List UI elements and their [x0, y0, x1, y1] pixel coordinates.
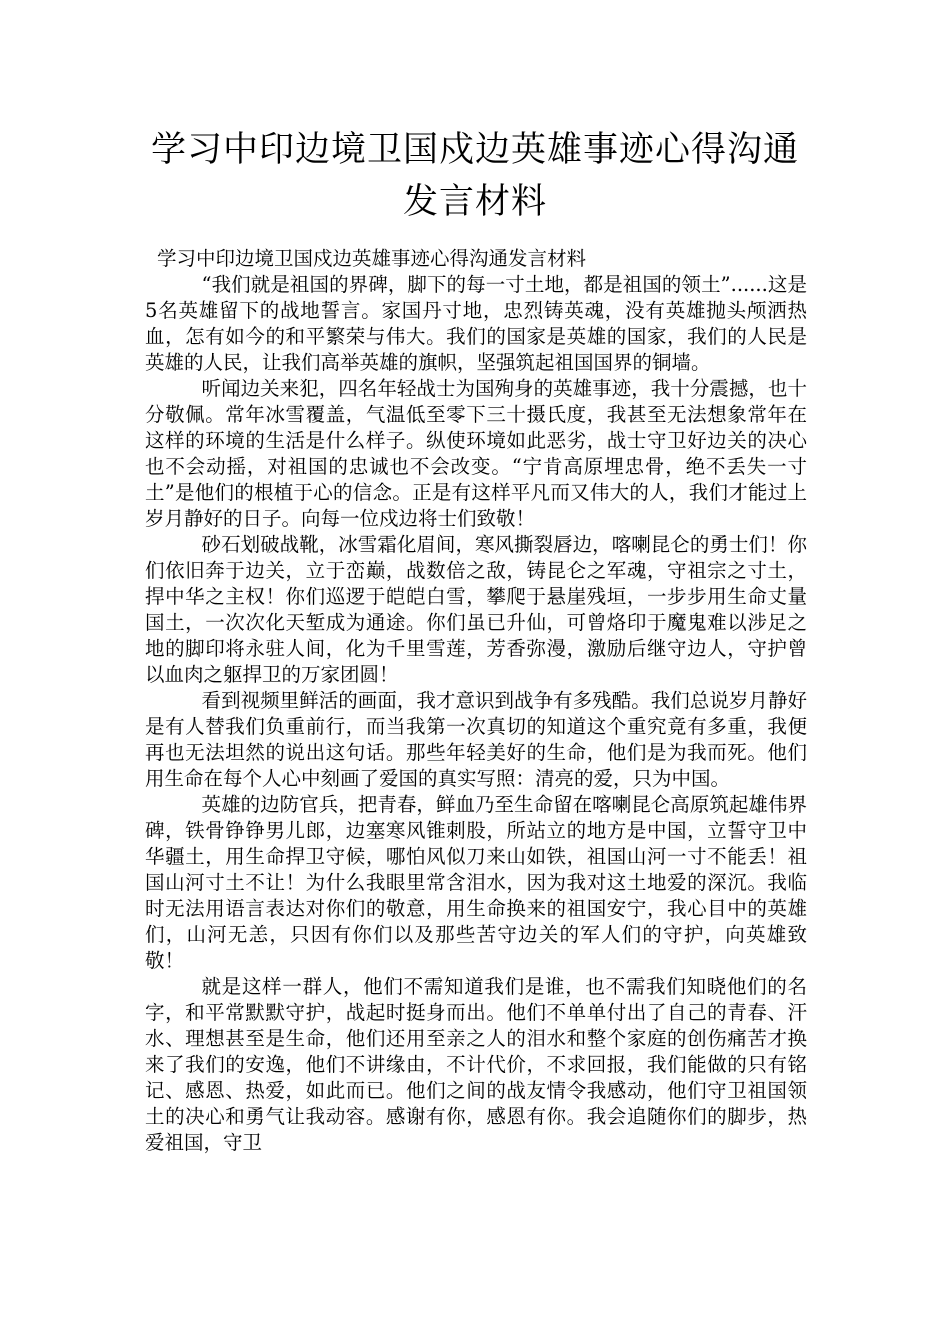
document-subtitle: 学习中印边境卫国戍边英雄事迹心得沟通发言材料: [157, 247, 587, 270]
paragraph: 就是这样一群人，他们不需知道我们是谁，也不需我们知晓他们的名字，和平常默默守护，战起时挺身而出。他们不单单付出了自己的青春、汗水、理想甚至是生命，他们还用至亲之人的泪水和整个家庭的创伤痛苦才换来了我们的安逸，他们不讲缘由，不计代价，不求回报，我们能做的只有铭记、感恩、热爱，如此而已。他们之间的战友情令我感动，他们守卫祖国领土的决心和勇气让我动容。感谢有你，感恩有你。我会追随你们的脚步，热爱祖国，守卫: [145, 975, 807, 1154]
document-title-line-1: 学习中印边境卫国戍边英雄事迹心得沟通: [150, 130, 799, 170]
document-body: [145, 246, 807, 1156]
paragraph: 砂石划破战靴，冰雪霜化眉间，寒风撕裂唇边，喀喇昆仑的勇士们！你们依旧奔于边关，立于峦巅，战数倍之敌，铸昆仑之军魂，守祖宗之寸土，捍中华之主权！你们巡逻于皑皑白雪，攀爬于悬崖残垣，一步步用生命丈量国土，一次次化天堑成为通途。你们虽已升仙，可曾烙印于魔鬼难以涉足之地的脚印将永驻人间，化为千里雪莲，芳香弥漫，激励后继守边人，守护曾以血肉之躯捍卫的万家团圆！: [145, 533, 807, 686]
document-title-line-2: 发言材料: [402, 182, 547, 222]
paragraph: “我们就是祖国的界碑，脚下的每一寸土地，都是祖国的领土”......这是5名英雄留下的战地誓言。家国丹寸地，忠烈铸英魂，没有英雄抛头颅洒热血，怎有如今的和平繁荣与伟大。我们的国家是英雄的国家，我们的人民是英雄的人民，让我们高举英雄的旗帜，坚强筑起祖国国界的铜墙。: [145, 273, 807, 374]
paragraph: 听闻边关来犯，四名年轻战士为国殉身的英雄事迹，我十分震撼，也十分敬佩。常年冰雪覆盖，气温低至零下三十摄氏度，我甚至无法想象常年在这样的环境的生活是什么样子。纵使环境如此恶劣，战士守卫好边关的决心也不会动摇，对祖国的忠诚也不会改变。“宁肯高原埋忠骨，绝不丢失一寸土”是他们的根植于心的信念。正是有这样平凡而又伟大的人，我们才能过上岁月静好的日子。向每一位戍边将士们致敬！: [145, 377, 807, 530]
paragraph: 看到视频里鲜活的画面，我才意识到战争有多残酷。我们总说岁月静好是有人替我们负重前行，而当我第一次真切的知道这个重究竟有多重，我便再也无法坦然的说出这句话。那些年轻美好的生命，他们是为我而死。他们用生命在每个人心中刻画了爱国的真实写照：清亮的爱，只为中国。: [145, 689, 807, 790]
document-title: [140, 124, 810, 228]
paragraph: 英雄的边防官兵，把青春，鲜血乃至生命留在喀喇昆仑高原筑起雄伟界碑，铁骨铮铮男儿郎，边塞寒风锥刺股，所站立的地方是中国，立誓守卫中华疆土，用生命捍卫守候，哪怕风似刀来山如铁，祖国山河一寸不能丢！祖国山河寸土不让！为什么我眼里常含泪水，因为我对这土地爱的深沉。我临时无法用语言表达对你们的敬意，用生命换来的祖国安宁，我心目中的英雄们，山河无恙，只因有你们以及那些苦守边关的军人们的守护，向英雄致敬！: [145, 793, 807, 972]
